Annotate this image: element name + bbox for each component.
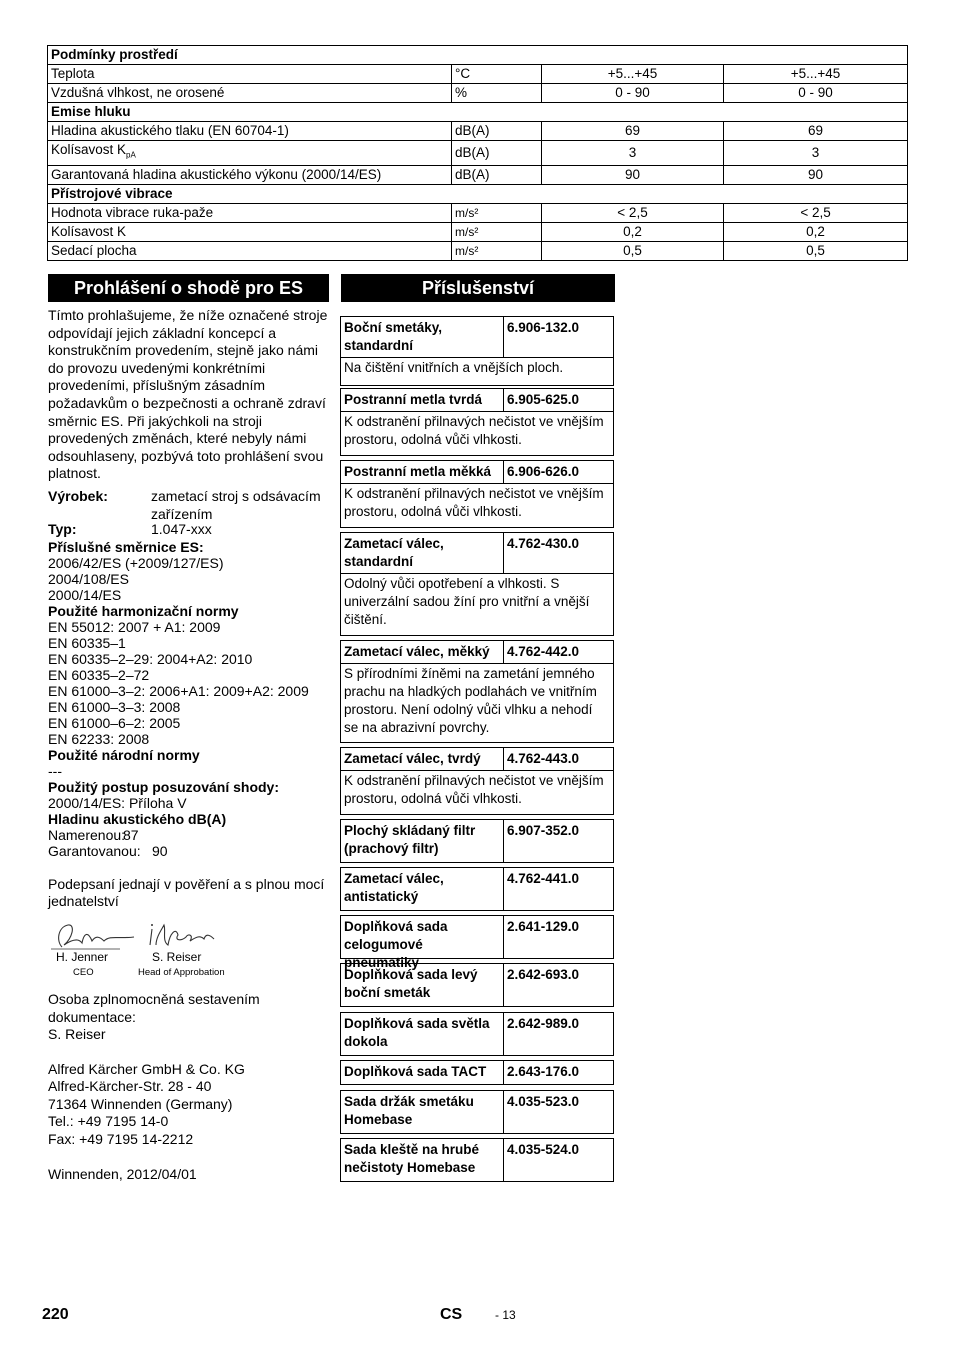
- spec-value: 0,5: [724, 241, 908, 260]
- spec-label: Kolísavost K: [51, 142, 127, 157]
- accessory-name: Doplňková sada levý boční smeták: [341, 964, 504, 1006]
- directive-item: 2004/108/ES: [48, 570, 129, 587]
- accessory-header: [341, 317, 613, 357]
- harmonized-item: EN 55012: 2007 + A1: 2009: [48, 618, 221, 635]
- accessory-header: [341, 820, 613, 862]
- signers-note: Podepsaní jednají v pověření a s plnou mocí jednatelství: [48, 875, 325, 910]
- spec-label-cell: [48, 84, 452, 103]
- accessory-part-number: 4.762-442.0: [507, 644, 580, 659]
- accessory-item: [340, 1138, 614, 1182]
- guaranteed-value: 90: [152, 842, 168, 859]
- accessory-header: [341, 389, 613, 411]
- accessory-part-number: 4.035-523.0: [507, 1094, 580, 1109]
- accessory-name: Doplňková sada světla dokola: [341, 1013, 504, 1055]
- spec-label: Teplota: [51, 66, 95, 81]
- accessories-heading: Příslušenství: [341, 274, 615, 302]
- spec-label: Sedací plocha: [51, 242, 137, 258]
- spec-label-cell: [48, 141, 452, 166]
- directive-item: 2000/14/ES: [48, 586, 122, 603]
- sub-page-text: - 13: [495, 1308, 516, 1322]
- type-label: Typ:: [48, 521, 77, 538]
- accessory-header: [341, 748, 613, 770]
- accessory-name: Postranní metla měkká: [341, 461, 504, 483]
- spec-value: +5...+45: [724, 65, 908, 84]
- signer1-name: H. Jenner: [56, 949, 109, 964]
- company-line: 71364 Winnenden (Germany): [48, 1095, 233, 1112]
- accessory-item: [340, 867, 614, 911]
- spec-label-cell: [48, 65, 452, 84]
- language-code: CS: [440, 1306, 463, 1323]
- spec-label-cell: [48, 241, 452, 260]
- accessory-name: Doplňková sada TACT: [341, 1061, 504, 1084]
- accessory-item: [340, 460, 614, 528]
- spec-row: [48, 165, 908, 184]
- accessory-item: [340, 963, 614, 1007]
- accessory-name: Sada kleště na hrubé nečistoty Homebase: [341, 1139, 504, 1181]
- spec-value: 3: [542, 141, 724, 166]
- spec-value: 0 - 90: [724, 84, 908, 103]
- accessory-header: [341, 461, 613, 483]
- directives-label: Příslušné směrnice ES:: [48, 538, 204, 555]
- accessory-part-number: 2.642-693.0: [507, 967, 580, 982]
- accessory-description: Na čištění vnitřních a vnějších ploch.: [341, 357, 613, 380]
- spec-row: [48, 122, 908, 141]
- spec-row: [48, 141, 908, 166]
- spec-value: +5...+45: [542, 65, 724, 84]
- specifications-table: [47, 45, 908, 261]
- harmonized-item: EN 61000–6–2: 2005: [48, 714, 181, 731]
- accessory-item: [340, 316, 614, 386]
- accessory-header: [341, 1013, 613, 1055]
- signature-block: [48, 919, 330, 977]
- accessory-item: [340, 747, 614, 815]
- spec-value: < 2,5: [724, 203, 908, 222]
- accessory-part-number: 4.762-441.0: [507, 871, 580, 886]
- place-date: Winnenden, 2012/04/01: [48, 1165, 197, 1182]
- product-value: zametací stroj s odsávacím zařízením: [151, 487, 321, 522]
- accessory-description: K odstranění přilnavých nečistot ve vnějším prostoru, odolná vůči vlhkosti.: [341, 483, 613, 524]
- type-row: [48, 521, 330, 539]
- harmonized-label: Použité harmonizační normy: [48, 602, 239, 619]
- spec-unit: dB(A): [452, 141, 542, 166]
- spec-value: 69: [542, 122, 724, 141]
- spec-unit: dB(A): [452, 122, 542, 141]
- accessory-item: [340, 640, 614, 743]
- accessory-header: [341, 868, 613, 910]
- spec-label-subscript: pA: [126, 150, 136, 160]
- sound-label: Hladinu akustického dB(A): [48, 810, 227, 827]
- accessory-part-number: 6.905-625.0: [507, 392, 580, 407]
- spec-row: [48, 241, 908, 260]
- measured-label: Namerenou:: [48, 826, 126, 843]
- spec-value: 0,5: [542, 241, 724, 260]
- accessory-item: [340, 532, 614, 636]
- signer2-name: S. Reiser: [152, 949, 202, 964]
- spec-value: 0 - 90: [542, 84, 724, 103]
- spec-section-title: Podmínky prostředí: [48, 46, 908, 65]
- spec-value: 0,2: [724, 222, 908, 241]
- product-label: Výrobek:: [48, 487, 108, 504]
- spec-unit: m/s²: [452, 222, 542, 241]
- spec-unit: m/s²: [452, 241, 542, 260]
- harmonized-item: EN 60335–2–72: [48, 666, 150, 683]
- accessory-item: [340, 819, 614, 863]
- accessory-name: Plochý skládaný filtr (prachový filtr): [341, 820, 504, 862]
- spec-value: 90: [724, 165, 908, 184]
- harmonized-item: EN 60335–2–29: 2004+A2: 2010: [48, 650, 253, 667]
- accessory-name: Sada držák smetáku Homebase: [341, 1091, 504, 1133]
- accessory-header: [341, 964, 613, 1006]
- declaration-intro: Tímto prohlašujeme, že níže označené stroje odpovídají jejich základní koncepcí a konstrukčním provedením, stejně jako námi do provozu uvedenými konkrétními provedeními, příslušným zásadním požadavkům o bezpečnosti a ochraně zdraví směrnic ES. Při jakýchkoli na stroji provedených změnách, které nebyly námi odsouhlaseny, pozbývá toto prohlášení svou platnost.: [48, 307, 328, 482]
- accessory-name: Zametací válec, tvrdý: [341, 748, 504, 770]
- type-value: 1.047-xxx: [151, 521, 212, 538]
- accessory-description: K odstranění přilnavých nečistot ve vnějším prostoru, odolná vůči vlhkosti.: [341, 411, 613, 452]
- doc-person: S. Reiser: [48, 1026, 106, 1043]
- spec-unit: m/s²: [452, 203, 542, 222]
- spec-row: [48, 84, 908, 103]
- accessory-part-number: 6.906-132.0: [507, 320, 580, 335]
- guaranteed-row: [48, 843, 330, 859]
- signer2-title: Head of Approbation: [138, 966, 225, 978]
- declaration-heading: Prohlášení o shodě pro ES: [48, 274, 329, 302]
- measured-value: 87: [123, 826, 139, 843]
- measured-row: [48, 827, 330, 843]
- spec-row: [48, 222, 908, 241]
- harmonized-item: EN 61000–3–2: 2006+A1: 2009+A2: 2009: [48, 682, 309, 699]
- accessory-item: [340, 1012, 614, 1056]
- doc-person-label: Osoba zplnomocněná sestavením dokumentace:: [48, 990, 260, 1025]
- accessory-header: [341, 641, 613, 663]
- accessory-description: Odolný vůči opotřebení a vlhkosti. S univerzální sadou žíní pro vnitřní a vnější čištění.: [341, 573, 613, 632]
- accessory-item: [340, 388, 614, 456]
- national-value: ---: [48, 762, 62, 779]
- accessory-header: [341, 1139, 613, 1181]
- spec-row: [48, 203, 908, 222]
- directive-item: 2006/42/ES (+2009/127/ES): [48, 554, 224, 571]
- spec-label: Garantovaná hladina akustického výkonu (2000/14/ES): [51, 166, 382, 182]
- signer1-title: CEO: [73, 966, 94, 978]
- procedure-label: Použitý postup posuzování shody:: [48, 778, 279, 795]
- spec-value: < 2,5: [542, 203, 724, 222]
- accessory-name: Postranní metla tvrdá: [341, 389, 504, 411]
- spec-row: [48, 65, 908, 84]
- sub-page-number: [495, 1306, 516, 1324]
- accessory-name: Zametací válec, antistatický: [341, 868, 504, 910]
- accessory-item: [340, 1060, 614, 1085]
- accessory-name: Zametací válec, měkký: [341, 641, 504, 663]
- spec-label-cell: [48, 165, 452, 184]
- spec-section-row: [48, 103, 908, 122]
- national-label: Použité národní normy: [48, 746, 200, 763]
- spec-label: Hladina akustického tlaku (EN 60704-1): [51, 123, 289, 138]
- page-number: 220: [42, 1306, 69, 1323]
- accessory-name: Boční smetáky, standardní: [341, 317, 504, 357]
- accessory-part-number: 6.906-626.0: [507, 464, 580, 479]
- company-line: Alfred-Kärcher-Str. 28 - 40: [48, 1078, 212, 1095]
- declaration-body: [48, 307, 330, 1183]
- accessory-description: K odstranění přilnavých nečistot ve vnějším prostoru, odolná vůči vlhkosti.: [341, 770, 613, 811]
- spec-label: Vzdušná vlhkost, ne orosené: [51, 85, 225, 100]
- spec-section-row: [48, 46, 908, 65]
- spec-unit: %: [452, 84, 542, 103]
- company-line: Tel.: +49 7195 14-0: [48, 1113, 169, 1130]
- spec-label: Kolísavost K: [51, 223, 127, 239]
- accessory-name: Doplňková sada celogumové pneumatiky: [341, 916, 504, 958]
- accessory-header: [341, 1061, 613, 1084]
- spec-section-row: [48, 184, 908, 203]
- accessory-description: S přírodními žíněmi na zametání jemného prachu na hladkých podlahách ve vnitřním prostoru. Není odolný vůči vlhku a nehodí se na abrazivní povrchy.: [341, 663, 613, 740]
- accessory-part-number: 2.643-176.0: [507, 1064, 580, 1079]
- harmonized-item: EN 62233: 2008: [48, 730, 150, 747]
- spec-value: 3: [724, 141, 908, 166]
- harmonized-item: EN 61000–3–3: 2008: [48, 698, 181, 715]
- accessory-part-number: 4.762-443.0: [507, 751, 580, 766]
- guaranteed-label: Garantovanou:: [48, 842, 141, 859]
- spec-label-cell: [48, 222, 452, 241]
- procedure-value: 2000/14/ES: Příloha V: [48, 794, 187, 811]
- spec-label-cell: [48, 203, 452, 222]
- company-line: Alfred Kärcher GmbH & Co. KG: [48, 1060, 245, 1077]
- accessory-item: [340, 1090, 614, 1134]
- accessory-header: [341, 916, 613, 970]
- accessory-part-number: 4.035-524.0: [507, 1142, 580, 1157]
- accessory-part-number: 6.907-352.0: [507, 823, 580, 838]
- accessory-name: Zametací válec, standardní: [341, 533, 504, 573]
- spec-label-cell: [48, 122, 452, 141]
- spec-section-title: Emise hluku: [48, 103, 908, 122]
- spec-value: 69: [724, 122, 908, 141]
- accessory-part-number: 2.642-989.0: [507, 1016, 580, 1031]
- spec-value: 90: [542, 165, 724, 184]
- company-line: Fax: +49 7195 14-2212: [48, 1131, 194, 1148]
- product-row: [48, 488, 330, 523]
- spec-label: Hodnota vibrace ruka-paže: [51, 204, 214, 220]
- accessory-part-number: 4.762-430.0: [507, 536, 580, 551]
- accessory-header: [341, 533, 613, 573]
- spec-section-title: Přístrojové vibrace: [48, 184, 908, 203]
- accessory-part-number: 2.641-129.0: [507, 919, 580, 934]
- spec-unit: dB(A): [452, 165, 542, 184]
- harmonized-item: EN 60335–1: [48, 634, 126, 651]
- accessory-item: [340, 915, 614, 970]
- spec-unit: °C: [452, 65, 542, 84]
- spec-value: 0,2: [542, 222, 724, 241]
- accessory-header: [341, 1091, 613, 1133]
